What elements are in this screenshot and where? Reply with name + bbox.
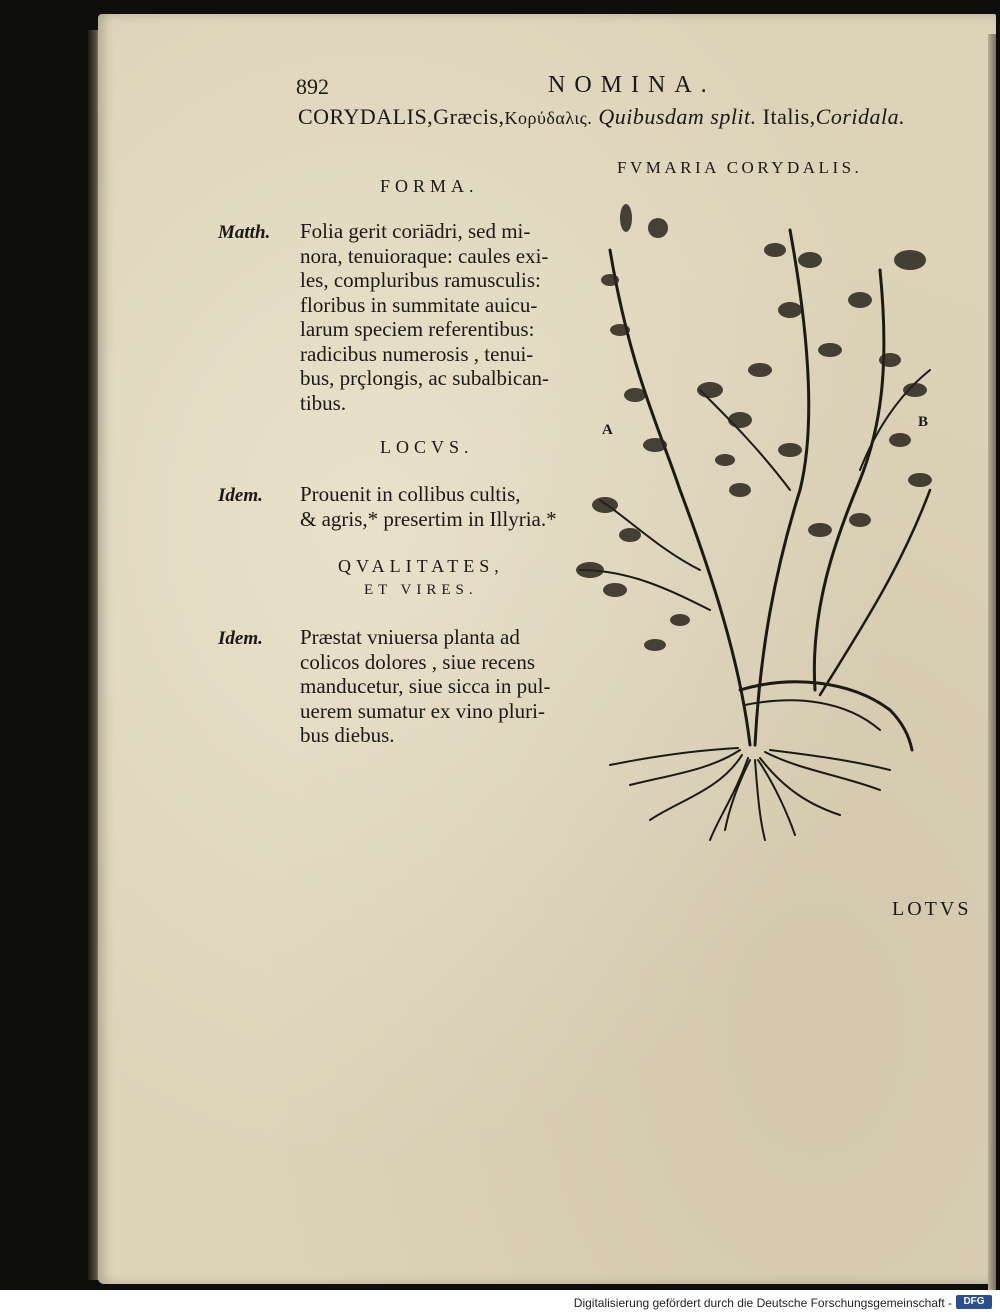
page-edge: [988, 34, 996, 1299]
figure-label-b: B: [918, 414, 929, 430]
heading-locus: LOCVS.: [380, 437, 474, 457]
figure-label-a: A: [602, 422, 613, 438]
name-line: [298, 104, 905, 130]
heading-vires: ET VIRES.: [364, 582, 478, 598]
name-latin: CORYDALIS,Græcis,: [298, 104, 505, 129]
text-line: Folia gerit coriādri, sed mi-: [300, 219, 531, 243]
name-quibusdam: Quibusdam split.: [598, 104, 757, 129]
text-line: floribus in summitate auicu-: [300, 292, 538, 317]
margin-note-matth: Matth.: [218, 222, 271, 243]
margin-note-idem: Idem.: [218, 485, 263, 506]
name-italian: Coridala.: [815, 104, 906, 129]
text-line: tibus.: [300, 390, 347, 415]
text-line: radicibus numerosis , tenui-: [300, 341, 534, 366]
page-number: 892: [296, 74, 329, 99]
name-greek: Κορύδαλις.: [504, 108, 593, 128]
footer-credit: Digitalisierung gefördert durch die Deutsche Forschungsgemeinschaft -: [573, 1296, 952, 1310]
text-line: manducetur, siue sicca in pul-: [300, 674, 551, 698]
text-line: larum speciem referentibus:: [300, 317, 535, 341]
text-line: colicos dolores , siue recens: [300, 649, 536, 674]
qualitates-text: [300, 625, 551, 748]
heading-forma: FORMA.: [380, 176, 479, 196]
name-italis: Italis,: [762, 104, 816, 129]
digitization-footer: [0, 1290, 1000, 1314]
forma-text: [300, 219, 549, 415]
text-line: bus diebus.: [300, 723, 395, 747]
fumaria-woodcut-illustration: [560, 190, 950, 850]
dfg-logo: DFG: [956, 1295, 992, 1309]
text-line: les, compluribus ramusculis:: [300, 268, 541, 292]
locus-text: [300, 482, 557, 531]
text-line: & agris,* presertim in Illyria.*: [300, 506, 557, 531]
text-line: Præstat vniuersa planta ad: [300, 625, 520, 649]
text-line: nora, tenuioraque: caules exi-: [300, 243, 549, 268]
heading-qualitates: QVALITATES,: [338, 556, 504, 576]
running-head: NOMINA.: [548, 72, 716, 98]
text-line: Prouenit in collibus cultis,: [300, 482, 521, 506]
margin-note-idem: Idem.: [218, 628, 263, 649]
catchword: LOTVS: [892, 898, 972, 920]
text-line: uerem sumatur ex vino pluri-: [300, 698, 545, 723]
text-line: bus, prçlongis, ac subalbican-: [300, 366, 550, 390]
figure-caption: FVMARIA CORYDALIS.: [617, 158, 863, 177]
